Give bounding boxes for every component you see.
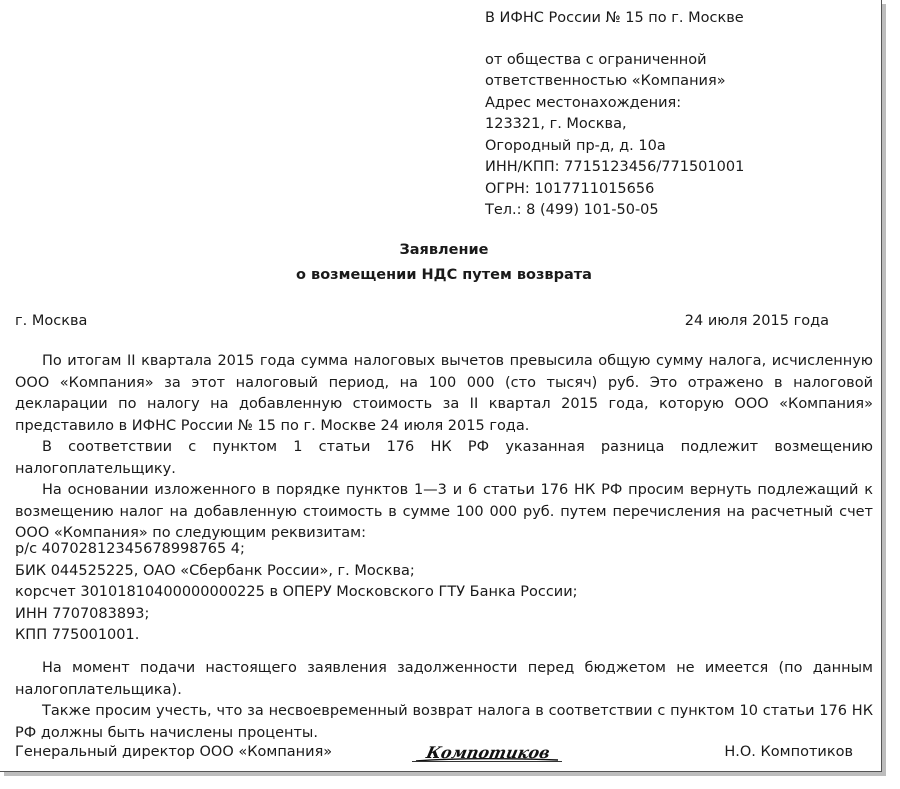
signature-text: Компотиков — [424, 743, 552, 762]
place: г. Москва — [15, 313, 88, 329]
document-title: Заявление — [399, 242, 489, 258]
document-subtitle: о возмещении НДС путем возврата — [296, 267, 592, 283]
ogrn: ОГРН: 1017711015656 — [485, 180, 655, 197]
requisite-corr: корсчет 30101810400000000225 в ОПЕРУ Московского ГТУ Банка России; — [15, 584, 578, 600]
addressee-from-line1: от общества с ограниченной — [485, 51, 707, 68]
handwritten-signature — [408, 737, 568, 767]
paragraph-2: В соответствии с пунктом 1 статьи 176 НК РФ указанная разница подлежит возмещению налогоплательщику. — [15, 439, 873, 477]
address-line1: 123321, г. Москва, — [485, 116, 627, 132]
requisite-inn: ИНН 7707083893; — [15, 605, 150, 622]
paragraph-3: На основании изложенного в порядке пунктов 1—3 и 6 статьи 176 НК РФ просим вернуть подлежащий к возмещению налог на добавленную стоимость в сумме 100 000 руб. путем перечисления на расчетный счет ООО «Компания» по следующим реквизитам: — [15, 482, 873, 541]
requisites — [15, 539, 873, 647]
closing-paragraph-2: Также просим учесть, что за несвоевременный возврат налога в соответствии с пунктом 10 статьи 176 НК РФ должны быть начислены проценты. — [15, 703, 873, 741]
addressee-from-line2: ответственностью «Компания» — [485, 73, 726, 89]
signatory-name: Н.О. Компотиков — [724, 744, 853, 760]
body-text — [15, 351, 873, 545]
closing-text — [15, 658, 873, 744]
spacer — [485, 30, 875, 50]
signature-line — [412, 761, 562, 762]
addressee-to: В ИФНС России № 15 по г. Москве — [485, 10, 744, 26]
paragraph-1: По итогам II квартала 2015 года сумма налоговых вычетов превысила общую сумму налога, исчисленную ООО «Компания» за этот налоговый период, на 100 000 (сто тысяч) руб. Это отражено в налоговой декларации по налогу на добавленную стоимость за II квартал 2015 года, которую ООО «Компания» представило в ИФНС России № 15 по г. Москве 24 июля 2015 года. — [15, 353, 873, 434]
requisite-account: р/с 40702812345678998765 4; — [15, 541, 245, 557]
phone: Тел.: 8 (499) 101-50-05 — [485, 202, 659, 218]
signatory-position: Генеральный директор ООО «Компания» — [15, 744, 333, 760]
closing-paragraph-1: На момент подачи настоящего заявления задолженности перед бюджетом не имеется (по данным налогоплательщика). — [15, 660, 873, 698]
date: 24 июля 2015 года — [684, 313, 829, 329]
requisite-bik: БИК 044525225, ОАО «Сбербанк России», г. Москва; — [15, 562, 415, 579]
address-line2: Огородный пр-д, д. 10а — [485, 137, 666, 154]
addressee-block — [485, 8, 875, 222]
address-label: Адрес местонахождения: — [485, 94, 682, 111]
requisite-kpp: КПП 775001001. — [15, 627, 140, 643]
inn-kpp: ИНН/КПП: 7715123456/771501001 — [485, 159, 745, 175]
